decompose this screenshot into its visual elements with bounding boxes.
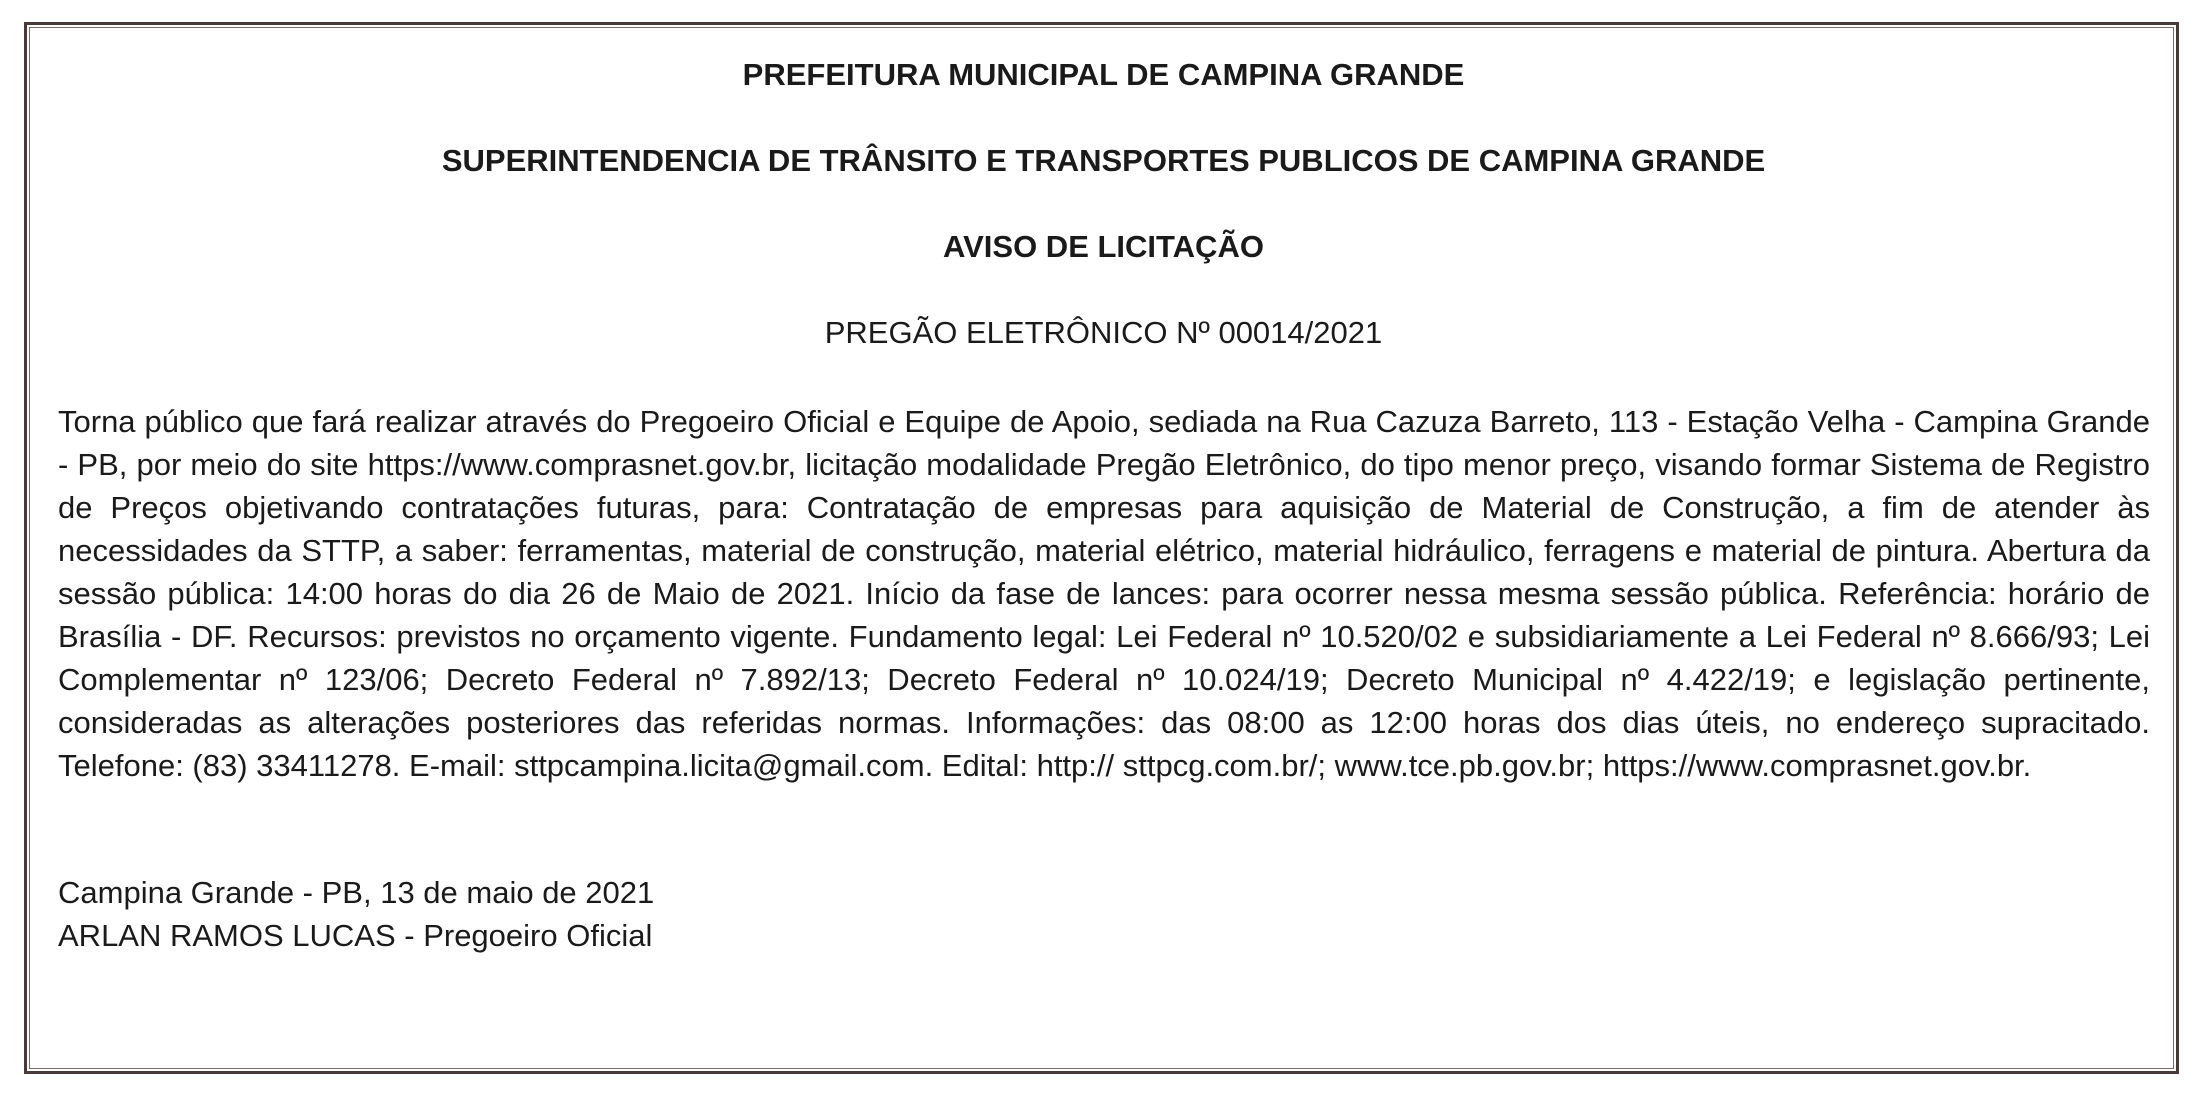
notice-number: PREGÃO ELETRÔNICO Nº 00014/2021 [824,315,1383,350]
signature-place-date: Campina Grande - PB, 13 de maio de 2021 [58,875,655,910]
header-municipality: PREFEITURA MUNICIPAL DE CAMPINA GRANDE [742,57,1465,92]
notice-body: Torna público que fará realizar através do Pregoeiro Oficial e Equipe de Apoio, sediada na Rua Cazuza Barreto, 113 - Estação Velha - Campina Grande - PB, por meio do site https://www.comprasnet.gov.br, licitação modalidade Pregão Eletrônico, do tipo menor preço, visando formar Sistema de Registro de Preços objetivando contratações futuras, para: Contratação de empresas para aquisição de Material de Construção, a fim de atender às necessidades da STTP, a saber: ferramentas, material de construção, material elétrico, material hidráulico, ferragens e material de pintura. Abertura da sessão pública: 14:00 horas do dia 26 de Maio de 2021. Início da fase de lances: para ocorrer nessa mesma sessão pública. Referência: horário de Brasília - DF. Recursos: previstos no orçamento vigente. Fundamento legal: Lei Federal nº 10.520/02 e subsidiariamente a Lei Federal nº 8.666/93; Lei Complementar nº 123/06; Decreto Federal nº 7.892/13; Decreto Federal nº 10.024/19; Decreto Municipal nº 4.422/19; e legislação pertinente, consideradas as alterações posteriores das referidas normas. Informações: das 08:00 as 12:00 horas dos dias úteis, no endereço supracitado. Telefone: (83) 33411278. E-mail: sttpcampina.licita@gmail.com. Edital: http:// sttpcg.com.br/; www.tce.pb.gov.br; https://www.comprasnet.gov.br. [58,404,2150,783]
signature-name-role: ARLAN RAMOS LUCAS - Pregoeiro Oficial [58,918,653,953]
header-agency: SUPERINTENDENCIA DE TRÂNSITO E TRANSPORTES PUBLICOS DE CAMPINA GRANDE [441,143,1766,178]
notice-title: AVISO DE LICITAÇÃO [943,229,1264,264]
